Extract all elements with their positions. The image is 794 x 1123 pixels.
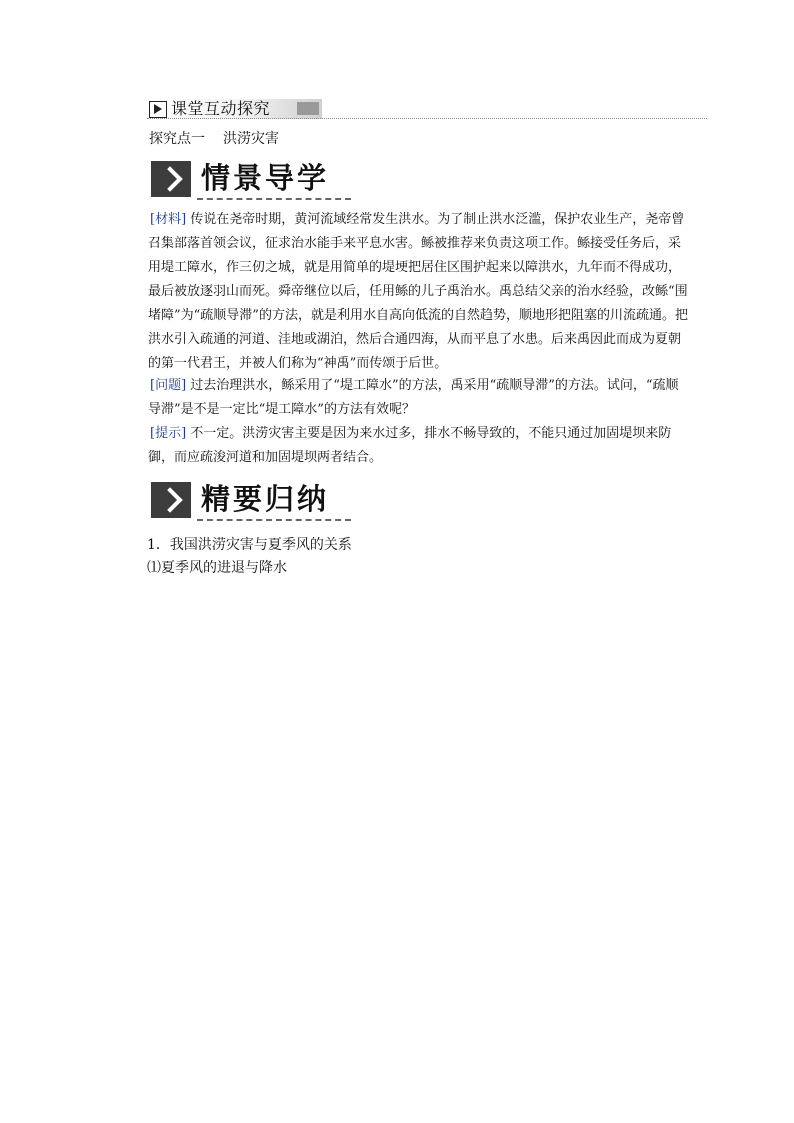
banner-divider — [197, 198, 351, 200]
banner-summary-label: 精要归纳 — [201, 482, 330, 516]
section-header-block — [297, 102, 319, 115]
banner-scenario-label: 情景导学 — [201, 161, 330, 195]
chevron-banner-icon — [151, 482, 191, 518]
section-header — [147, 99, 707, 119]
triangle-arrow-icon — [149, 101, 167, 118]
hint-paragraph — [148, 422, 688, 470]
subheading — [149, 129, 279, 149]
hint-text: 不一定。洪涝灾害主要是因为来水过多，排水不畅导致的，不能只通过加固堤坝来防御，而应疏浚河道和加固堤坝两者结合。 — [148, 426, 672, 465]
question-tag: [问题] — [150, 378, 187, 393]
section-divider — [147, 118, 707, 119]
chevron-banner-icon — [151, 161, 191, 197]
list-item: 1．我国洪涝灾害与夏季风的关系 — [147, 537, 352, 553]
question-text: 过去治理洪水，鲧采用了“堤工障水”的方法，禹采用“疏顺导滞”的方法。试问，“疏顺导滞”是不是一定比“堤工障水”的方法有效呢？ — [148, 378, 679, 417]
hint-tag: [提示] — [150, 426, 187, 441]
banner-divider — [197, 519, 351, 521]
question-paragraph — [148, 374, 688, 422]
subheading-label: 探究点一 — [149, 131, 205, 147]
banner-summary — [151, 480, 351, 520]
section-title: 课堂互动探究 — [171, 99, 271, 118]
material-text: 传说在尧帝时期，黄河流域经常发生洪水。为了制止洪水泛滥，保护农业生产，尧帝曾召集部落首领会议，征求治水能手来平息水害。鲧被推荐来负责这项工作。鲧接受任务后，采用堤工障水，作三仞之城，就是用简单的堤埂把居住区围护起来以障洪水，九年而不得成功，最后被放逐羽山而死。舜帝继位以后，任用鲧的儿子禹治水。禹总结父亲的治水经验，改鲧“围堵障”为“疏顺导滞”的方法，就是利用水自高向低流的自然趋势，顺地形把阻塞的川流疏通。把洪水引入疏通的河道、洼地或湖泊，然后合通四海，从而平息了水患。后来禹因此而成为夏朝的第一代君王，并被人们称为“神禹”而传颂于后世。 — [148, 212, 688, 371]
banner-scenario — [151, 159, 351, 199]
list-subitem: ⑴夏季风的进退与降水 — [147, 560, 287, 576]
material-tag: [材料] — [150, 212, 187, 227]
material-paragraph — [148, 208, 688, 376]
subheading-topic: 洪涝灾害 — [223, 131, 279, 147]
